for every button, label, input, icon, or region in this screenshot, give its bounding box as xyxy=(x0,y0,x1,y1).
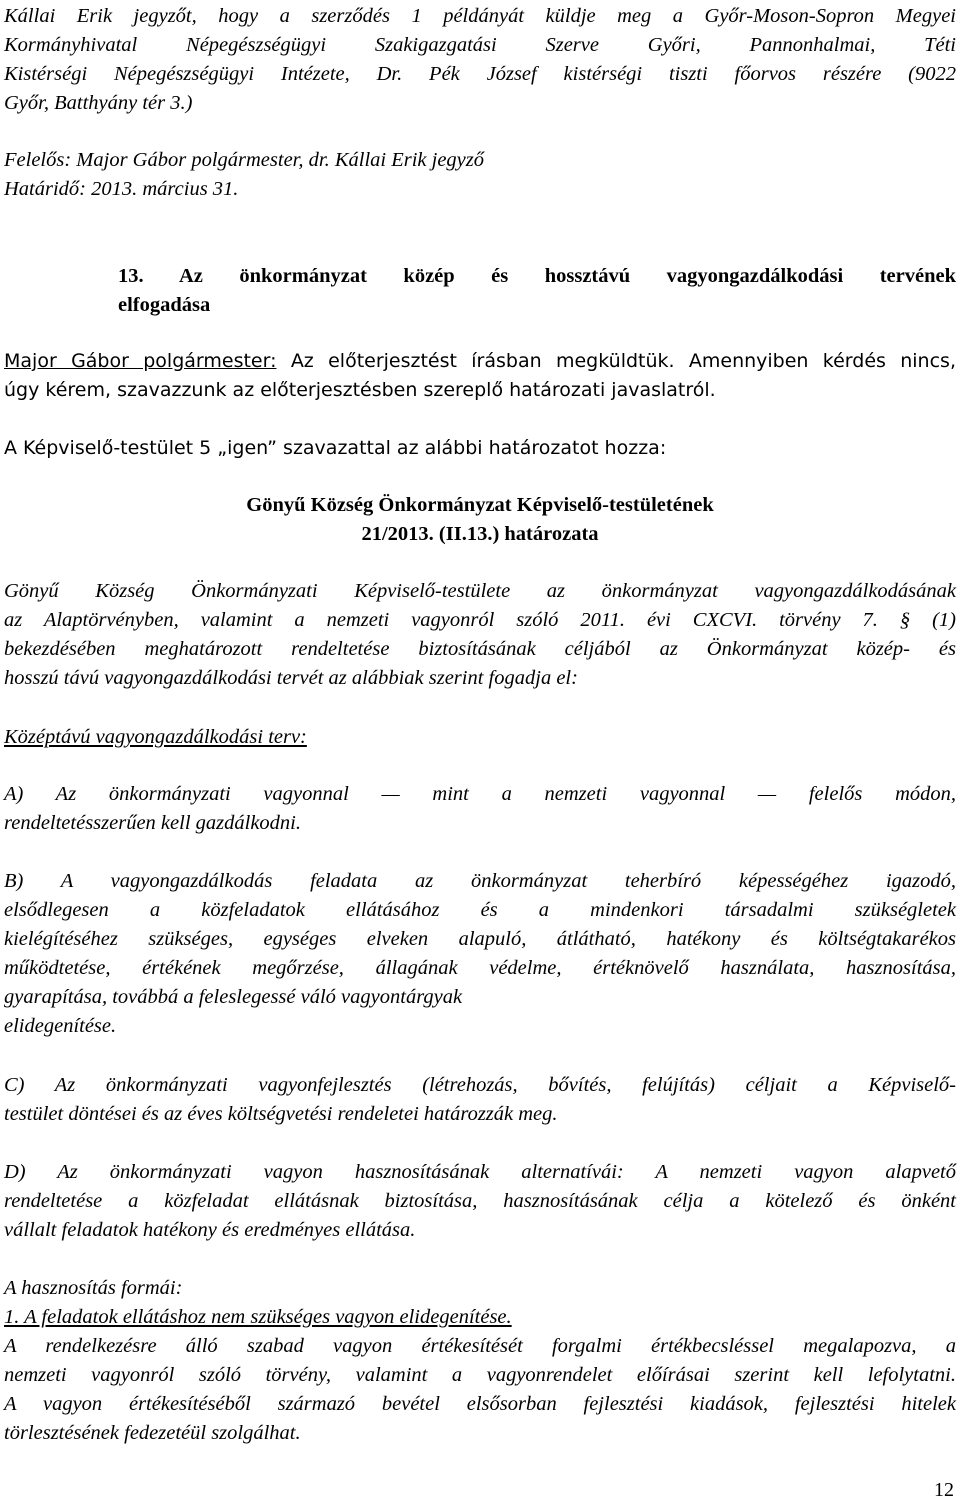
agenda-title-cont: elfogadása xyxy=(118,294,211,316)
speech-text: úgy kérem, szavazzunk az előterjesztésben szereplő határozati javaslatról. xyxy=(4,379,716,401)
agenda-number: 13. xyxy=(118,265,144,287)
resolution-number: 21/2013. (II.13.) határozata xyxy=(361,523,599,545)
usage-title: A hasznosítás formái: xyxy=(4,1277,183,1299)
intro-line: Kistérségi Népegészségügyi Intézete, Dr. Pék József kistérségi tiszti főorvos részére (9022 xyxy=(4,63,956,85)
resolution-title: Gönyű Község Önkormányzat Képviselő-testületének 21/2013. (II.13.) határozata xyxy=(4,491,956,549)
plan-title: Középtávú vagyongazdálkodási terv: xyxy=(4,726,307,748)
point-b: B) A vagyongazdálkodás feladata az önkormányzat teherbíró képességéhez igazodó, elsődlegesen a közfeladatok ellátásához és a mindenkori társadalmi szükségletek kielégítéséhez szükséges, egységes elveken alapuló, átlátható, hatékony és költségtakarékos működtetése, értékének megőrzése, állagának védelme, értéknövelő használata, hasznosítása, gyarapítása, továbbá a feleslegessé váló vagyontárgyak elidegenítése. xyxy=(4,870,956,1037)
usage-item: 1. A feladatok ellátáshoz nem szükséges vagyon elidegenítése. xyxy=(4,1306,512,1328)
intro-paragraph xyxy=(4,2,956,118)
agenda-heading xyxy=(118,262,956,320)
mayor-speech xyxy=(4,347,956,405)
responsible-line: Felelős: Major Gábor polgármester, dr. Kállai Erik jegyző xyxy=(4,149,485,171)
intro-line: Győr, Batthyány tér 3.) xyxy=(4,92,193,114)
usage-section: A hasznosítás formái: 1. A feladatok ellátáshoz nem szükséges vagyon elidegenítése. A rendelkezésre álló szabad vagyon értékesítését forgalmi értékbecsléssel megalapozva, a nemzeti vagyonról szóló törvény, valamint a vagyonrendelet előírásai szerint kell lefolytatni. A vagyon értékesítéséből származó bevétel elsősorban fejlesztési kiadások, fejlesztési hitelek törlesztésének fedezetéül szolgálhat. xyxy=(4,1274,956,1448)
resolution-body: Gönyű Község Önkormányzati Képviselő-testülete az önkormányzat vagyongazdálkodásának az Alaptörvényben, valamint a nemzeti vagyonról szóló 2011. évi CXCVI. törvény 7. § (1) bekezdésében meghatározott rendeltetése biztosításának céljából az Önkormányzat közép- és hosszú távú vagyongazdálkodási tervét az alábbiak szerint fogadja el: xyxy=(4,580,956,689)
intro-line: Kormányhivatal Népegészségügyi Szakigazgatási Szerve Győri, Pannonhalmai, Téti xyxy=(4,34,956,56)
speech-text: Az előterjesztést írásban megküldtük. Amennyiben kérdés nincs, xyxy=(290,350,956,372)
intro-line: Kállai Erik jegyzőt, hogy a szerződés 1 példányát küldje meg a Győr-Moson-Sopron Megyei xyxy=(4,5,956,27)
speaker-name: Major Gábor polgármester: xyxy=(4,350,277,372)
deadline-line: Határidő: 2013. március 31. xyxy=(4,178,239,200)
page-number: 12 xyxy=(934,1479,954,1501)
agenda-title: Az önkormányzat közép és hossztávú vagyongazdálkodási tervének xyxy=(178,265,956,287)
point-c: C) Az önkormányzati vagyonfejlesztés (létrehozás, bővítés, felújítás) céljait a Képviselő- testület döntései és az éves költségvetési rendeletei határozzák meg. xyxy=(4,1074,956,1125)
point-d: D) Az önkormányzati vagyon hasznosításának alternatívái: A nemzeti vagyon alapvető rendeltetése a közfeladat ellátásnak biztosítása, hasznosításának célja a kötelező és önként vállalt feladatok hatékony és eredményes ellátása. xyxy=(4,1161,956,1241)
vote-statement: A Képviselő-testület 5 „igen” szavazattal az alábbi határozatot hozza: xyxy=(4,437,667,459)
point-a: A) Az önkormányzati vagyonnal — mint a nemzeti vagyonnal — felelős módon, rendeltetésszerűen kell gazdálkodni. xyxy=(4,783,956,834)
